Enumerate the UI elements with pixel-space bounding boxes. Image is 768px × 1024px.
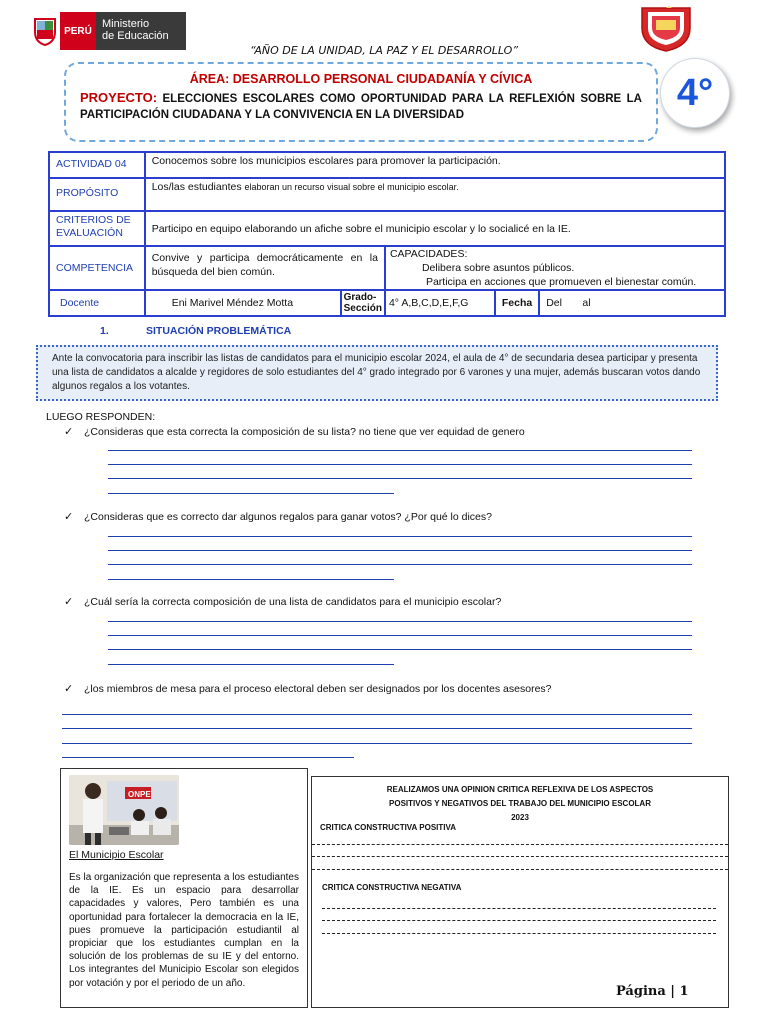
critica-box — [311, 776, 729, 1008]
municipio-title: El Municipio Escolar — [69, 849, 164, 861]
checkmark-icon: ✓ — [64, 683, 74, 695]
critica-negativa-line[interactable] — [322, 908, 716, 909]
checkmark-icon: ✓ — [64, 596, 74, 608]
answer-line[interactable] — [108, 478, 692, 479]
activity-table — [48, 151, 726, 317]
actividad-label: ACTIVIDAD 04 — [49, 152, 145, 178]
questions-intro: LUEGO RESPONDEN: — [46, 411, 156, 423]
criterios-value: Participo en equipo elaborando un afiche sobre el municipio escolar y lo socialicé en la IE. — [145, 211, 725, 246]
proposito-label: PROPÓSITO — [49, 178, 145, 211]
capacidad-1: Delibera sobre asuntos públicos. — [421, 262, 575, 274]
answer-line[interactable] — [62, 757, 354, 758]
capacidades-label: CAPACIDADES: — [389, 248, 468, 260]
onpe-sign: ONPE — [128, 790, 151, 799]
answer-line[interactable] — [108, 649, 692, 650]
question-1: ✓ ¿Consideras que esta correcta la composición de su lista? no tiene que ver equidad de genero — [64, 426, 525, 438]
competencia-label: COMPETENCIA — [49, 246, 145, 290]
answer-line[interactable] — [62, 743, 692, 744]
row-criterios — [49, 211, 725, 246]
criterios-label: CRITERIOS DE EVALUACIÓN — [49, 211, 145, 246]
grado-label: Grado-Sección — [341, 290, 385, 316]
checkmark-icon: ✓ — [64, 426, 74, 438]
logo-country: PERÚ — [60, 12, 96, 50]
answer-line[interactable] — [108, 493, 394, 494]
year-motto: “AÑO DE LA UNIDAD, LA PAZ Y EL DESARROLLO” — [249, 44, 519, 57]
municipio-photo — [69, 775, 179, 845]
answer-line[interactable] — [108, 550, 692, 551]
answer-line[interactable] — [108, 464, 692, 465]
area-header-box — [64, 62, 658, 142]
answer-line[interactable] — [62, 728, 692, 729]
row-competencia — [49, 246, 725, 290]
grado-value: 4° A,B,C,D,E,F,G — [385, 290, 495, 316]
row-proposito — [49, 178, 725, 211]
actividad-value: Conocemos sobre los municipios escolares para promover la participación. — [145, 152, 725, 178]
fecha-label: Fecha — [495, 290, 539, 316]
answer-line[interactable] — [108, 450, 692, 451]
project-label: PROYECTO: — [80, 90, 158, 105]
capacidad-2: Participa en acciones que promueven el bienestar común. — [425, 276, 697, 288]
critica-positiva-line[interactable] — [312, 869, 728, 870]
answer-line[interactable] — [108, 664, 394, 665]
answer-line[interactable] — [108, 579, 394, 580]
docente-label: Docente — [49, 290, 145, 316]
grade-badge: 4° — [660, 58, 730, 128]
fecha-value: Del al — [539, 290, 725, 316]
project-text: ELECCIONES ESCOLARES COMO OPORTUNIDAD PARA LA REFLEXIÓN SOBRE LA PARTICIPACIÓN CIUDADANA Y LA CONVIVENCIA EN LA DIVERSIDAD — [80, 93, 642, 121]
logo-ministry: Ministerio de Educación — [96, 12, 186, 50]
competencia-value: Convive y participa democráticamente en la búsqueda del bien común. — [145, 246, 385, 290]
answer-line[interactable] — [108, 635, 692, 636]
critica-negativa-line[interactable] — [322, 920, 716, 921]
docente-value: Eni Marivel Méndez Motta — [145, 290, 341, 316]
answer-line[interactable] — [62, 714, 692, 715]
municipio-info-box — [60, 768, 308, 1008]
situation-box: Ante la convocatoria para inscribir las listas de candidatos para el municipio escolar 2024, el aula de 4° de secundaria desea participar y presenta una lista de candidatos a alcalde y regidores de solo estudiantes del 4° grado integrado por 6 varones y una mujer, además buscaran votos dando algunos regalos a los votantes. — [36, 345, 718, 401]
critica-negativa-label: CRITICA CONSTRUCTIVA NEGATIVA — [322, 883, 462, 892]
answer-line[interactable] — [108, 536, 692, 537]
critica-positiva-line[interactable] — [312, 856, 728, 857]
critica-title: REALIZAMOS UNA OPINION CRITICA REFLEXIVA DE LOS ASPECTOS POSITIVOS Y NEGATIVOS DEL TRABAJO DEL MUNICIPIO ESCOLAR 2023 — [386, 785, 654, 822]
question-2: ✓ ¿Consideras que es correcto dar algunos regalos para ganar votos? ¿Por qué lo dices? — [64, 511, 492, 523]
critica-positiva-line[interactable] — [312, 844, 728, 845]
area-title: ÁREA: DESARROLLO PERSONAL CIUDADANÍA Y CÍVICA — [189, 72, 533, 86]
critica-positiva-label: CRITICA CONSTRUCTIVA POSITIVA — [320, 823, 456, 832]
row-docente — [49, 290, 725, 316]
answer-line[interactable] — [108, 621, 692, 622]
section-heading: 1. SITUACIÓN PROBLEMÁTICA — [100, 325, 292, 337]
question-3: ✓ ¿Cuál sería la correcta composición de una lista de candidatos para el municipio escolar? — [64, 596, 502, 608]
answer-line[interactable] — [108, 564, 692, 565]
question-4: ✓ ¿los miembros de mesa para el proceso electoral deben ser designados por los docentes asesores? — [64, 683, 552, 695]
checkmark-icon: ✓ — [64, 511, 74, 523]
critica-negativa-line[interactable] — [322, 933, 716, 934]
capacidades-cell — [385, 246, 725, 290]
proposito-value: Los/las estudiantes elaboran un recurso visual sobre el municipio escolar. — [145, 178, 725, 211]
municipio-description: Es la organización que representa a los estudiantes de la IE. Es un espacio para desarrollar capacidades y valores, Pero también es una oportunidad para fortalecer la democracia en la IE, pues promueve la participación estudiantil al propiciar que los estudiantes cumplan en la solución de los problemas de su IE y del entorno. Los integrantes del Municipio Escolar son elegidos por votación y por el periodo de un año. — [69, 872, 299, 989]
row-actividad — [49, 152, 725, 178]
project-statement — [80, 90, 642, 123]
page-number: Página | 1 — [616, 984, 689, 999]
